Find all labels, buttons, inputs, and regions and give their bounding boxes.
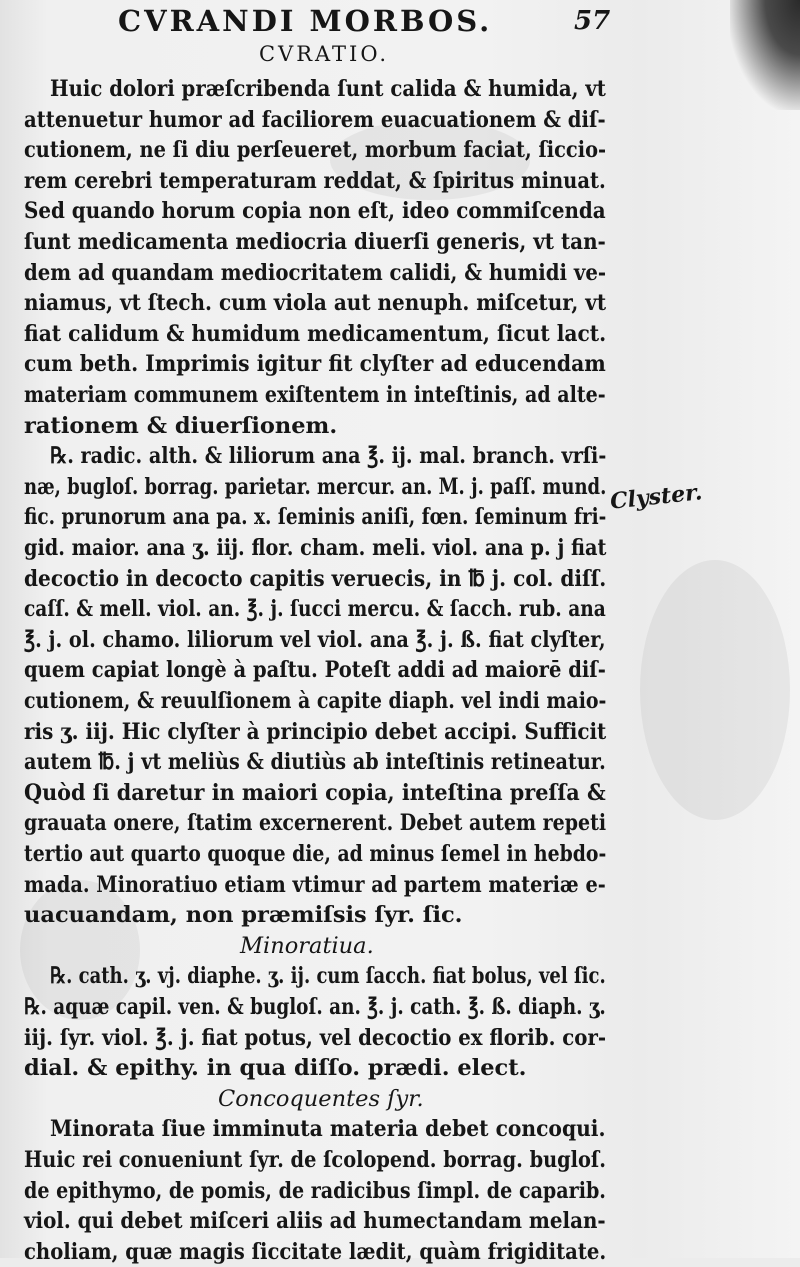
text-line: Huic rei conueniunt ſyr. de ſcolopend. borrag. bugloſ. xyxy=(24,1147,606,1173)
text-line: cutionem, & reuulſionem à capite diaph. vel indi maio- xyxy=(24,688,607,714)
text-line: uacuandam, non præmiſsis ſyr. ſic. xyxy=(24,902,463,929)
text-line: cutionem, ne ſi diu perſeueret, morbum faciat, ſiccio- xyxy=(24,137,607,164)
text-line: dial. & epithy. in qua diſſo. prædi. elect. xyxy=(24,1055,527,1082)
text-line: decoctio in decocto capitis veruecis, in ℔ j. col. diſſ. xyxy=(24,565,607,592)
page-corner-shadow xyxy=(730,0,800,110)
paper-stain xyxy=(640,560,790,820)
text-line: quem capiat longè à paſtu. Poteſt addi ad maiorē diſ- xyxy=(24,657,606,684)
text-line: materiam communem exiſtentem in inteſtinis, ad alte- xyxy=(24,382,606,408)
text-line: ℞. cath. ʒ. vj. diaphe. ʒ. ij. cum ſacch. fiat bolus, vel ſic. xyxy=(50,963,606,990)
text-line: viol. qui debet miſceri aliis ad humectandam melan- xyxy=(24,1208,606,1235)
text-line: næ, bugloſ. borrag. parietar. mercur. an. M. j. paſſ. mund. xyxy=(24,473,607,500)
text-line: fic. prunorum ana pa. x. ſeminis aniſi, fœn. ſeminum fri- xyxy=(24,504,607,531)
text-line: autem ℔. j vt meliùs & diutiùs ab inteſtinis retineatur. xyxy=(24,749,606,776)
text-line: grauata onere, ſtatim excernerent. Debet autem repeti xyxy=(24,810,607,837)
text-line: gid. maior. ana ʒ. iij. flor. cham. meli. viol. ana p. j fiat xyxy=(24,535,607,561)
text-line: Minorata ſiue imminuta materia debet concoqui. xyxy=(50,1116,606,1143)
text-line: ℥. j. ol. chamo. liliorum vel viol. ana ℥. j. ß. fiat clyſter, xyxy=(24,626,606,653)
text-line: ℞. radic. alth. & liliorum ana ℥. ij. mal. branch. vrſi- xyxy=(50,443,607,470)
text-line: de epithymo, de pomis, de radicibus ſimpl. de caparib. xyxy=(24,1177,606,1204)
text-line: caſſ. & mell. viol. an. ℥. j. ſucci mercu. & ſacch. rub. ana xyxy=(24,596,606,623)
running-head: CVRANDI MORBOS. xyxy=(118,4,493,38)
section-title: CVRATIO. xyxy=(258,42,390,66)
text-line: ℞. aquæ capil. ven. & bugloſ. an. ℥. j. cath. ℥. ß. diaph. ʒ. xyxy=(24,994,606,1020)
subheading-minoratiua: Minoratiua. xyxy=(240,932,374,959)
text-line: rem cerebri temperaturam reddat, & ſpiritus minuat. xyxy=(24,167,606,194)
text-line: cum beth. Imprimis igitur fit clyſter ad educendam xyxy=(24,351,606,378)
text-line: Huic dolori præſcribenda ſunt calida & humida, vt xyxy=(50,76,606,102)
text-line: iij. ſyr. viol. ℥. j. fiat potus, vel decoctio ex florib. cor- xyxy=(24,1024,607,1051)
text-line: fiat calidum & humidum medicamentum, ſicut lact. xyxy=(24,320,607,347)
text-line: Quòd ſi daretur in maiori copia, inteſtina preſſa & xyxy=(24,779,606,806)
text-line: choliam, quæ magis ſiccitate lædit, quàm frigiditate. xyxy=(24,1238,607,1265)
text-line: rationem & diuerſionem. xyxy=(24,412,338,439)
text-line: attenuetur humor ad faciliorem euacuationem & diſ- xyxy=(24,106,606,133)
text-line: Sed quando horum copia non eſt, ideo commiſcenda xyxy=(24,198,606,225)
text-line: ſunt medicamenta mediocria diuerſi generis, vt tan- xyxy=(24,229,606,255)
text-line: tertio aut quarto quoque die, ad minus ſemel in hebdo- xyxy=(24,841,607,867)
page-number: 57 xyxy=(574,6,611,36)
text-line: ris ʒ. iij. Hic clyſter à principio debet accipi. Sufficit xyxy=(24,718,607,745)
margin-note: Clyster. xyxy=(608,479,704,515)
text-line: niamus, vt ſtech. cum viola aut nenuph. miſcetur, vt xyxy=(24,290,607,317)
text-line: dem ad quandam mediocritatem calidi, & humidi ve- xyxy=(24,259,607,286)
subheading-concoquentes: Concoquentes ſyr. xyxy=(218,1085,424,1112)
text-line: mada. Minoratiuo etiam vtimur ad partem materiæ e- xyxy=(24,871,606,898)
